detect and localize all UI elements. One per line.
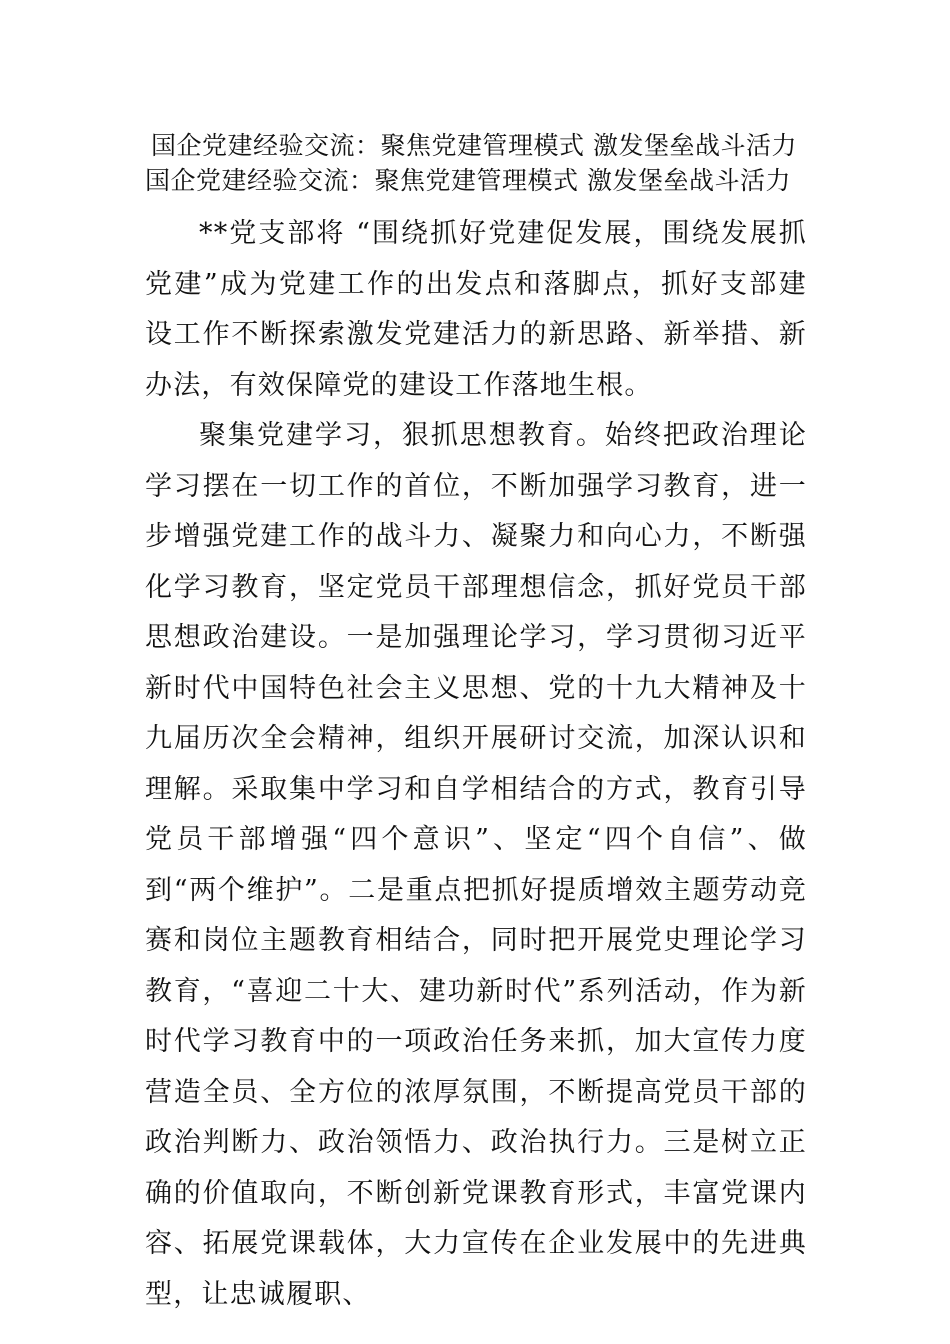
document-body [145,128,807,1320]
paragraph-intro: **党支部将 “围绕抓好党建促发展，围绕发展抓党建”成为党建工作的出发点和落脚点，抓好支部建设工作不断探索激发党建活力的新思路、新举措、新办法，有效保障党的建设工作落地生根。 [145,218,807,401]
paragraph-study-education: 聚集党建学习，狠抓思想教育。始终把政治理论学习摆在一切工作的首位，不断加强学习教育，进一步增强党建工作的战斗力、凝聚力和向心力，不断强化学习教育，坚定党员干部理想信念，抓好党员干部思想政治建设。一是加强理论学习，学习贯彻习近平新时代中国特色社会主义思想、党的十九大精神及十九届历次全会精神，组织开展研讨交流，加深认识和理解。采取集中学习和自学相结合的方式，教育引导党员干部增强“四个意识”、坚定“四个自信”、做到“两个维护”。二是重点把抓好提质增效主题劳动竞赛和岗位主题教育相结合，同时把开展党史理论学习教育，“喜迎二十大、建功新时代”系列活动，作为新时代学习教育中的一项政治任务来抓，加大宣传力度营造全员、全方位的浓厚氛围，不断提高党员干部的政治判断力、政治领悟力、政治执行力。三是树立正确的价值取向，不断创新党课教育形式，丰富党课内容、拓展党课载体，大力宣传在企业发展中的先进典型，让忠诚履职、 [145,420,807,1310]
document-title-repeat: 国企党建经验交流：聚焦党建管理模式 激发堡垒战斗活力 [145,166,791,195]
document-title: 国企党建经验交流：聚焦党建管理模式 激发堡垒战斗活力 [151,131,797,160]
